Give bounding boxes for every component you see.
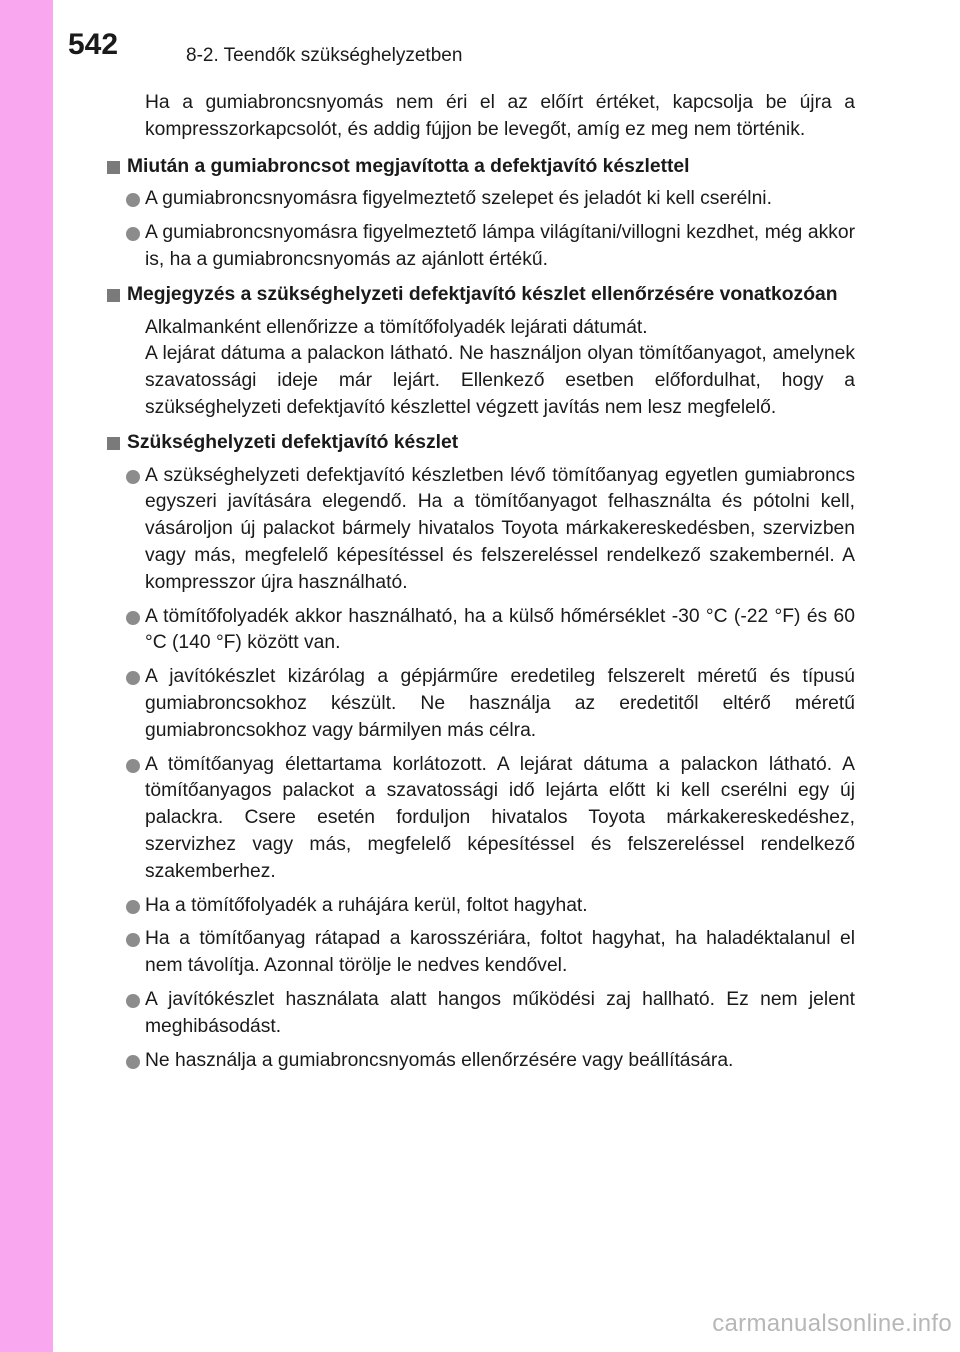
watermark: carmanualsonline.info bbox=[712, 1310, 952, 1337]
list-item bbox=[107, 463, 855, 597]
section-heading-text: Megjegyzés a szükséghelyzeti defektjavító készlet ellenőrzésére vonatkozóan bbox=[127, 283, 838, 305]
list-item-text: A szükséghelyzeti defektjavító készletben lévő tömítőanyag egyetlen gumiabroncs egyszeri javítására elegendő. Ha a tömítőanyagot felhasználta és pótolni kell, vásároljon új palackot bármely hivatalos Toyota márkakereskedésben, szervizben vagy más, megfelelő képesítéssel és felszereléssel rendelkező szakembernél. A kompresszor újra használható. bbox=[145, 464, 855, 593]
circle-bullet-icon bbox=[126, 470, 140, 484]
circle-bullet-icon bbox=[126, 193, 140, 207]
list-item-text: Ha a tömítőfolyadék a ruhájára kerül, foltot hagyhat. bbox=[145, 894, 588, 916]
list-item bbox=[107, 926, 855, 980]
list-item bbox=[107, 987, 855, 1041]
list-item bbox=[107, 752, 855, 886]
list-item-text: A javítókészlet használata alatt hangos működési zaj hallható. Ez nem jelent meghibásodást. bbox=[145, 988, 855, 1037]
list-item-text: Ha a tömítőanyag rátapad a karosszériára, foltot hagyhat, ha haladéktalanul el nem távolítja. Azonnal törölje le nedves kendővel. bbox=[145, 928, 855, 977]
square-bullet-icon bbox=[107, 437, 120, 450]
list-item bbox=[107, 664, 855, 744]
side-tab-strip bbox=[0, 0, 53, 1352]
list-item-text: A javítókészlet kizárólag a gépjárműre eredetileg felszerelt méretű és típusú gumiabroncsokhoz készült. Ne használja az eredetitől eltérő méretű gumiabroncsokhoz vagy bármilyen más célra. bbox=[145, 666, 855, 741]
list-item bbox=[107, 220, 855, 274]
list-item bbox=[107, 1048, 855, 1075]
body-line: A lejárat dátuma a palackon látható. Ne használjon olyan tömítőanyagot, amelynek szavatossági ideje már lejárt. Ellenkező esetben előfordulhat, hogy a szükséghelyzeti defektjavító készlettel végzett javítás nem lesz megfelelő. bbox=[145, 343, 855, 418]
circle-bullet-icon bbox=[126, 227, 140, 241]
circle-bullet-icon bbox=[126, 933, 140, 947]
circle-bullet-icon bbox=[126, 1055, 140, 1069]
square-bullet-icon bbox=[107, 289, 120, 302]
list-item-text: A gumiabroncsnyomásra figyelmeztető lámpa világítani/villogni kezdhet, még akkor is, ha a gumiabroncsnyomás az ajánlott értékű. bbox=[145, 222, 855, 270]
circle-bullet-icon bbox=[126, 611, 140, 625]
section-heading-text: Miután a gumiabroncsot megjavította a defektjavító készlettel bbox=[127, 155, 690, 177]
list-item-text: A gumiabroncsnyomásra figyelmeztető szelepet és jeladót ki kell cserélni. bbox=[145, 188, 772, 210]
section-heading bbox=[107, 430, 855, 457]
section-body bbox=[107, 315, 855, 422]
circle-bullet-icon bbox=[126, 671, 140, 685]
list-item bbox=[107, 893, 855, 920]
page-number: 542 bbox=[68, 28, 119, 61]
intro-paragraph: Ha a gumiabroncsnyomás nem éri el az előírt értéket, kapcsolja be újra a kompresszorkapcsolót, és addig fújjon be levegőt, amíg ez meg nem történik. bbox=[145, 92, 855, 140]
section-title: 8-2. Teendők szükséghelyzetben bbox=[186, 45, 463, 66]
section-heading-text: Szükséghelyzeti defektjavító készlet bbox=[127, 431, 459, 453]
section-heading bbox=[107, 282, 855, 309]
circle-bullet-icon bbox=[126, 994, 140, 1008]
section-heading bbox=[107, 154, 855, 181]
list-item-text: A tömítőanyag élettartama korlátozott. A lejárat dátuma a palackon látható. A tömítőanyagos palackot a szavatossági idő lejárta előtt ki kell cserélni egy új palackra. Csere esetén forduljon hivatalos Toyota márkakereskedéshez, szervizhez vagy más, megfelelő képesítéssel és felszereléssel rendelkező szakemberhez. bbox=[145, 753, 855, 882]
circle-bullet-icon bbox=[126, 900, 140, 914]
circle-bullet-icon bbox=[126, 759, 140, 773]
list-item bbox=[107, 604, 855, 658]
page-content bbox=[107, 90, 855, 1081]
list-item-text: A tömítőfolyadék akkor használható, ha a külső hőmérséklet -30 °C (-22 °F) és 60 °C (140 °F) között van. bbox=[145, 605, 855, 654]
square-bullet-icon bbox=[107, 161, 120, 174]
list-item-text: Ne használja a gumiabroncsnyomás ellenőrzésére vagy beállítására. bbox=[145, 1049, 734, 1071]
body-line: Alkalmanként ellenőrizze a tömítőfolyadék lejárati dátumát. bbox=[145, 316, 648, 338]
list-item bbox=[107, 186, 855, 213]
